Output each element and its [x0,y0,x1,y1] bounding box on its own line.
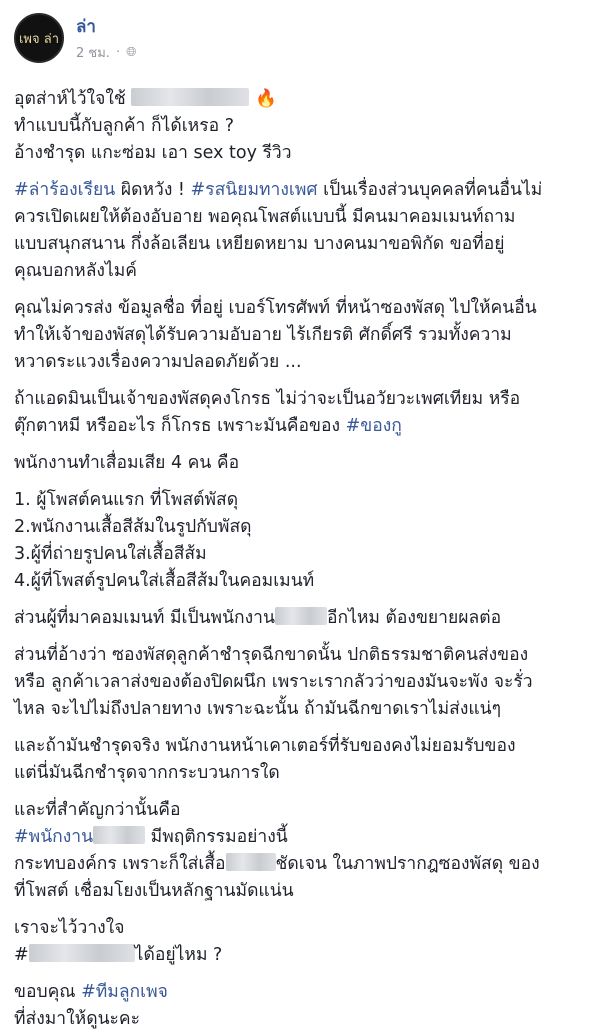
text: ทำให้เจ้าของพัสดุได้รับความอับอาย ไร้เกียรติ ศักดิ์ศรี รวมทั้งความ [14,325,512,345]
list-item: 4.ผู้ที่โพสต์รูปคนใส่เสื้อสีส้มในคอมเมนท์ [14,571,315,591]
post-timestamp[interactable]: 2 ชม. [76,46,110,61]
paragraph-6-list [14,487,579,595]
text: ไหล จะไปไม่ถึงปลายทาง เพราะฉะนั้น ถ้ามันฉีกขาดเราไม่ส่งแน่ๆ [14,699,502,719]
page-avatar[interactable]: เพจ ล่า [14,13,64,63]
hashtag-link[interactable]: #ของกู [345,416,402,436]
paragraph-1 [14,86,579,167]
hashtag-link[interactable]: #พนักงาน [14,827,94,847]
page-name-link[interactable]: ล่า [76,17,96,37]
text: กระทบองค์กร เพราะก็ใส่เสื้อ [14,854,226,874]
post-header [14,8,579,68]
text: ตุ๊กตาหมี หรืออะไร ก็โกรธ เพราะมันคือของ [14,416,346,436]
text: และถ้ามันชำรุดจริง พนักงานหน้าเคาเตอร์ที่รับของคงไม่ยอมรับของ [14,736,516,756]
list-item: 1. ผู้โพสต์คนแรก ที่โพสต์พัสดุ [14,490,239,510]
text: มีพฤติกรรมอย่างนี้ [145,827,288,847]
text: อุตส่าห์ไว้ใจใช้ [14,89,126,109]
redacted-brand [226,853,276,871]
hashtag-link[interactable]: #ล่าร้องเรียน [14,180,116,200]
list-item: 3.ผู้ที่ถ่ายรูปคนใส่เสื้อสีส้ม [14,544,207,564]
text: เป็นเรื่องส่วนบุคคลที่คนอื่นไม่ [317,180,543,200]
text: ส่วนที่อ้างว่า ซองพัสดุลูกค้าชำรุดฉีกขาดนั้น ปกติธรรมชาติคนส่งของ [14,645,529,665]
list-item: 2.พนักงานเสื้อสีส้มในรูปกับพัสดุ [14,517,252,537]
text: หวาดระแวงเรื่องความปลอดภัยด้วย ... [14,352,302,372]
text: ขอบคุณ [14,982,82,1002]
text: ที่โพสต์ เชื่อมโยงเป็นหลักฐานมัดแน่น [14,881,294,901]
redacted-brand [93,826,145,844]
post-subline [76,42,136,63]
paragraph-4 [14,386,579,440]
post-text [14,86,579,1033]
paragraph-3 [14,295,579,376]
paragraph-10 [14,797,579,905]
paragraph-11 [14,915,579,969]
text: เราจะไว้วางใจ [14,918,125,938]
globe-icon: 🌐︎ [126,45,137,60]
separator-dot: · [115,45,121,60]
redacted-brand [275,607,327,625]
post-meta [76,13,136,63]
text: ทำแบบนี้กับลูกค้า ก็ได้เหรอ ? [14,116,234,136]
text: ถ้าแอดมินเป็นเจ้าของพัสดุคงโกรธ ไม่ว่าจะเป็นอวัยวะเพศเทียม หรือ [14,389,521,409]
hashtag-link[interactable]: #รสนิยมทางเพศ [190,180,318,200]
text: คุณไม่ควรส่ง ข้อมูลชื่อ ที่อยู่ เบอร์โทรศัพท์ ที่หน้าซองพัสดุ ไปให้คนอื่น [14,298,537,318]
text: # [14,945,29,965]
paragraph-5 [14,450,579,477]
paragraph-8 [14,642,579,723]
hashtag-link[interactable]: #ทีมลูกเพจ [81,982,168,1002]
text: ส่วนผู้ที่มาคอมเมนท์ มีเป็นพนักงาน [14,608,275,628]
paragraph-12 [14,979,579,1033]
text: แต่นี่มันฉีกชำรุดจากกระบวนการใด [14,763,280,783]
text: คุณบอกหลังไมค์ [14,261,138,281]
text: ควรเปิดเผยให้ต้องอับอาย พอคุณโพสต์แบบนี้ มีคนมาคอมเมนท์ถาม [14,207,516,227]
paragraph-7 [14,605,579,632]
text: แบบสนุกสนาน กึ่งล้อเลียน เหยียดหยาม บางคนมาขอพิกัด ขอที่อยู่ [14,234,505,254]
fire-emoji-icon: 🔥 [254,89,277,109]
redacted-brand [29,944,135,962]
text: ที่ส่งมาให้ดูนะคะ [14,1009,141,1029]
text: หรือ ลูกค้าเวลาส่งของต้องปิดผนึก เพราะเรากลัวว่าของมันจะพัง จะรั่ว [14,672,533,692]
paragraph-2 [14,177,579,285]
text: และที่สำคัญกว่านั้นคือ [14,800,181,820]
text: อีกไหม ต้องขยายผลต่อ [326,608,502,628]
text: พนักงานทำเสื่อมเสีย 4 คน คือ [14,453,240,473]
text: ได้อยู่ไหม ? [134,945,223,965]
redacted-brand [131,88,249,106]
text: อ้างชำรุด แกะซ่อม เอา sex toy รีวิว [14,143,292,163]
paragraph-9 [14,733,579,787]
text: ผิดหวัง ! [115,180,191,200]
text: ชัดเจน ในภาพปรากฎซองพัสดุ ของ [275,854,540,874]
